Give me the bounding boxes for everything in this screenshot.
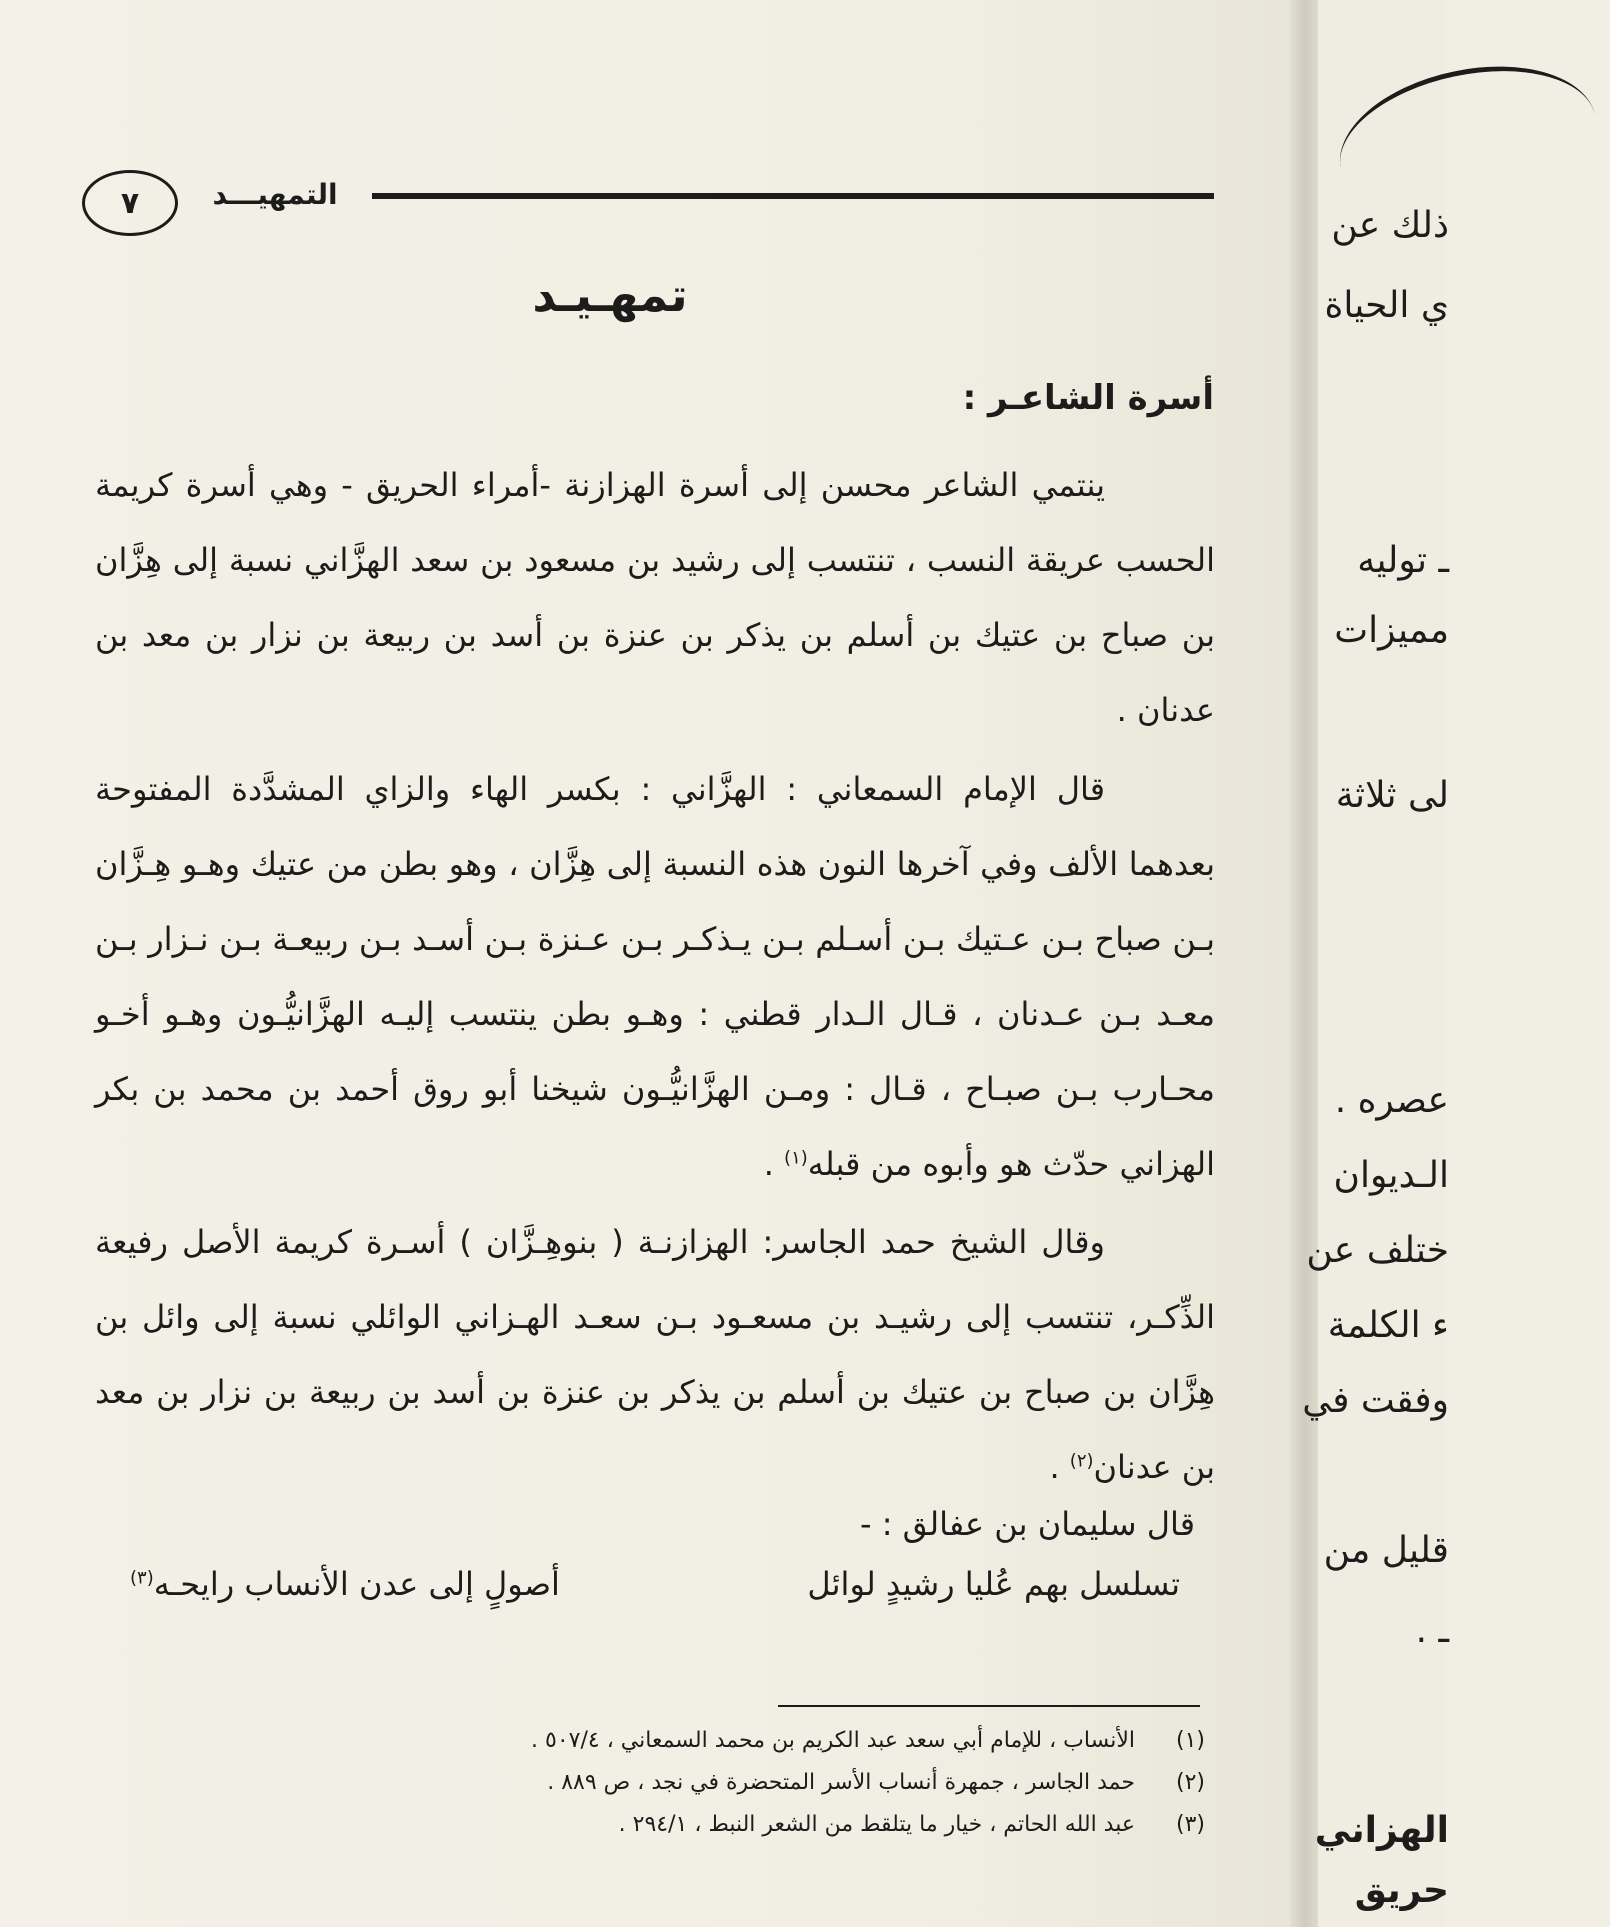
footnote-1-text: الأنساب ، للإمام أبي سعد عبد الكريم بن محمد السمعاني ، ٥٠٧/٤ . xyxy=(531,1728,1135,1753)
poem-hemistich-2-wrap xyxy=(130,1565,560,1603)
poem-hemistich-1: تسلسل بهم عُليا رشيدٍ لوائل xyxy=(807,1565,1180,1603)
paragraph-3 xyxy=(95,1205,1215,1505)
adjacent-fragment-2: ي الحياة xyxy=(1324,285,1449,326)
footnote-1-number: (١) xyxy=(1175,1728,1205,1753)
footnote-ref-1: (١) xyxy=(784,1147,808,1169)
header-rule xyxy=(372,193,1214,199)
adjacent-fragment-5: لى ثلاثة xyxy=(1335,775,1449,816)
adjacent-fragment-11: قليل من xyxy=(1323,1530,1449,1571)
footnote-rule xyxy=(778,1705,1200,1707)
adjacent-fragment-8: ختلف عن xyxy=(1306,1230,1449,1271)
footnote-3-text: عبد الله الحاتم ، خيار ما يتلقط من الشعر النبط ، ٢٩٤/١ . xyxy=(618,1812,1135,1837)
paragraph-3-text: وقال الشيخ حمد الجاسر: الهزازنـة ( بنوهِـزَّان ) أسـرة كريمة الأصل رفيعة الذِّكـر، تنتسب إلى رشيـد بن مسعـود بـن سعـد الهـزاني الوائلي نسبة إلى وائل بن هِزَّان بن صباح بن عتيك بن أسلم بن يذكر بن عنزة بن أسد بن ربيعة بن نزار بن معد بن عدنان xyxy=(95,1223,1215,1486)
footnote-ref-2: (٢) xyxy=(1069,1450,1094,1472)
adjacent-fragment-9: ء الكلمة xyxy=(1327,1305,1449,1346)
paragraph-3-body: وقال الشيخ حمد الجاسر: الهزازنـة ( بنوهِـزَّان ) أسـرة كريمة الأصل رفيعة الذِّكـر، تنتسب إلى رشيـد بن مسعـود بـن سعـد الهـزاني الوائلي نسبة إلى وائل بن هِزَّان بن صباح بن عتيك بن أسلم بن يذكر بن عنزة بن أسد بن ربيعة بن نزار بن معد بن عدنان$^{(٢)}$ . xyxy=(95,1223,1215,1486)
footnote-ref-3: (٣) xyxy=(130,1567,154,1589)
footnote-3 xyxy=(95,1804,1205,1846)
section-heading: أسرة الشاعـر : xyxy=(962,378,1214,418)
paragraph-1 xyxy=(95,448,1215,748)
footnote-2-number: (٢) xyxy=(1175,1770,1205,1795)
adjacent-fragment-7: الـديوان xyxy=(1333,1155,1449,1196)
poem-verse xyxy=(130,1565,1180,1625)
page-number-text: ٧ xyxy=(120,185,140,221)
adjacent-fragment-13: الهزاني xyxy=(1314,1810,1449,1851)
adjacent-fragment-4: مميزات xyxy=(1334,610,1449,651)
paragraph-2-text: قال الإمام السمعاني : الهزَّاني : بكسر الهاء والزاي المشدَّدة المفتوحة بعدهما الألف وفي آخرها النون هذه النسبة إلى هِزَّان ، وهو بطن من عتيك وهـو هِـزَّان بـن صباح بـن عـتيك بـن أسـلم بـن يـذكـر بـن عـنزة بـن أسـد بـن ربيعـة بـن نـزار بـن معـد بـن عـدنان ، قـال الـدار قطني : وهـو بطن ينتسب إليـه الهزَّانيُّـون وهـو أخـو محـارب بـن صبـاح ، قـال : ومـن الهزَّانيُّـون شيخنا أبو روق أحمد بن محمد بن بكر الهزاني حدّث هو وأبوه من قبله xyxy=(95,770,1215,1183)
poem-hemistich-2: أصولٍ إلى عدن الأنساب رايحـه xyxy=(153,1565,560,1603)
adjacent-page xyxy=(1302,0,1449,1927)
footnote-2-text: حمد الجاسر ، جمهرة أنساب الأسر المتحضرة في نجد ، ص ٨٨٩ . xyxy=(547,1770,1135,1795)
running-header-title: التمهيـــد xyxy=(212,178,338,211)
adjacent-fragment-12: ـ . xyxy=(1415,1610,1449,1651)
footnote-3-number: (٣) xyxy=(1175,1812,1205,1837)
paragraph-2 xyxy=(95,752,1215,1202)
adjacent-fragment-3: ـ توليه xyxy=(1357,540,1449,581)
adjacent-fragment-6: عصره . xyxy=(1334,1080,1449,1121)
paragraph-2-body: قال الإمام السمعاني : الهزَّاني : بكسر الهاء والزاي المشدَّدة المفتوحة بعدهما الألف وفي آخرها النون هذه النسبة إلى هِزَّان ، وهو بطن من عتيك وهـو هِـزَّان بـن صباح بـن عـتيك بـن أسـلم بـن يـذكـر بـن عـنزة بـن أسـد بـن ربيعـة بـن نـزار بـن معـد بـن عـدنان ، قـال الـدار قطني : وهـو بطن ينتسب إليـه الهزَّانيُّـون وهـو أخـو محـارب بـن صبـاح ، قـال : ومـن الهزَّانيُّـون شيخنا أبو روق أحمد بن محمد بن بكر الهزاني حدّث هو وأبوه من قبله$^{(١)}$ . xyxy=(95,770,1215,1183)
page-number xyxy=(82,170,178,236)
footnote-2 xyxy=(95,1762,1205,1804)
adjacent-fragment-1: ذلك عن xyxy=(1331,205,1449,246)
footnote-1 xyxy=(95,1720,1205,1762)
adjacent-fragment-10: وفقت في xyxy=(1302,1380,1449,1421)
chapter-title: تمهـيـد xyxy=(532,268,688,322)
book-gutter xyxy=(1290,0,1320,1927)
footnotes xyxy=(95,1720,1205,1846)
poem-intro: قال سليمان بن عفالق : - xyxy=(859,1505,1195,1543)
paragraph-1-text: ينتمي الشاعر محسن إلى أسرة الهزازنة -أمراء الحريق - وهي أسرة كريمة الحسب عريقة النسب ، تنتسب إلى رشيد بن مسعود بن سعد الهزَّاني نسبة إلى هِزَّان بن صباح بن عتيك بن أسلم بن يذكر بن عنزة بن أسد بن ربيعة بن نزار بن معد بن عدنان . xyxy=(95,466,1215,729)
adjacent-fragment-14: حريق xyxy=(1354,1870,1449,1911)
